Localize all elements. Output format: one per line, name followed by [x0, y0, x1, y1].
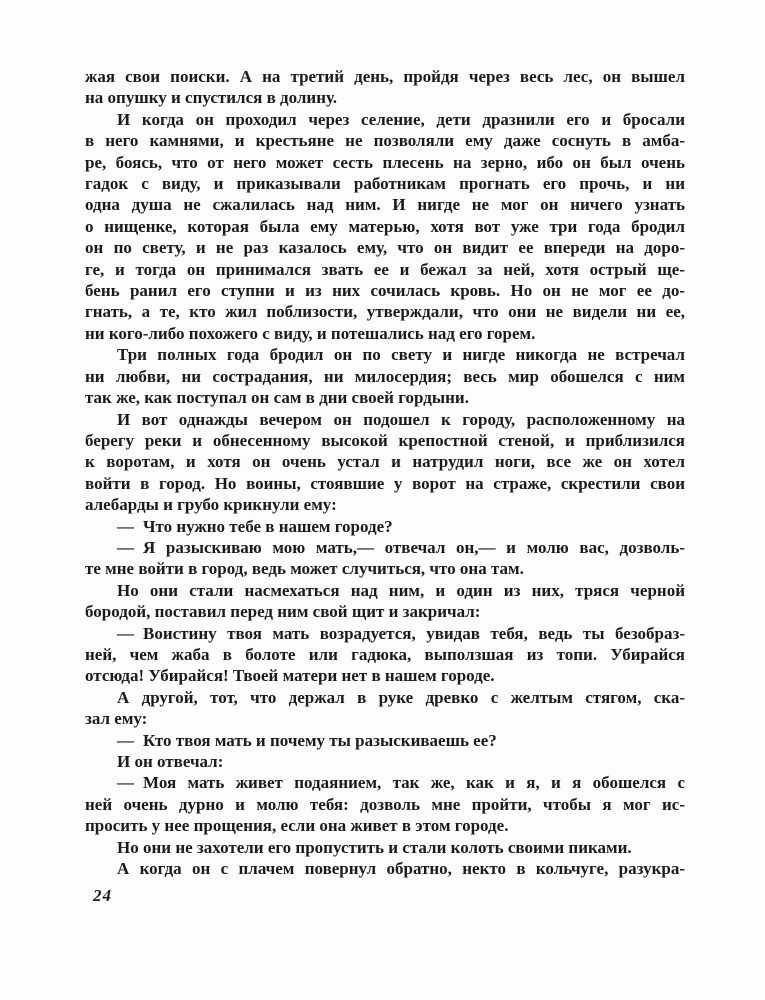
- paragraph: [85, 687, 685, 730]
- text-line: ре, боясь, что от него может сесть плесень на зерно, ибо он был очень: [85, 152, 685, 172]
- text-line: зал ему:: [85, 709, 148, 729]
- text-line: в него камнями, и крестьяне не позволяли ему даже соснуть в амба-: [85, 131, 685, 151]
- text-line: так же, как поступал он сам в дни своей гордыни.: [85, 388, 469, 408]
- dialogue-dash: —: [117, 516, 134, 536]
- text-line: — Кто твоя мать и почему ты разыскиваешь ее?: [117, 730, 497, 750]
- paragraph: [85, 409, 685, 516]
- paragraph: [85, 837, 685, 858]
- text-line: И вот однажды вечером он подошел к городу, расположенному на: [117, 409, 685, 429]
- text-line: А когда он с плачем повернул обратно, некто в кольчуге, разукра-: [117, 859, 685, 879]
- text-line: ней очень дурно и молю тебя: дозволь мне пройти, чтобы я мог ис-: [85, 794, 685, 814]
- text-line: жая свои поиски. А на третий день, пройдя через весь лес, он вышел: [85, 67, 685, 86]
- text-line: о нищенке, которая была ему матерью, хотя вот уже три года бродил: [85, 216, 685, 236]
- text-line: он по свету, и не раз казалось ему, что он видит ее впереди на доро-: [85, 238, 685, 258]
- text-line: ге, и тогда он принимался звать ее и бежал за ней, хотя острый ще-: [85, 259, 685, 279]
- paragraph: [85, 537, 685, 580]
- paragraph: [85, 344, 685, 408]
- text-line: бородой, поставил перед ним свой щит и закричал:: [85, 602, 481, 622]
- dialogue-dash: —: [117, 537, 134, 557]
- dialogue-dash: —: [117, 773, 134, 793]
- paragraph: [85, 109, 685, 344]
- text-line: просить у нее прощения, если она живет в этом городе.: [85, 816, 509, 836]
- text-line: бень ранил его ступни и из них сочилась кровь. Но он не мог ее до-: [85, 281, 685, 301]
- text-line: алебарды и грубо крикнули ему:: [85, 495, 337, 515]
- text-line: войти в город. Но воины, стоявшие у ворот на страже, скрестили свои: [85, 473, 685, 493]
- paragraph: [85, 772, 685, 836]
- text-line: И он отвечал:: [117, 752, 224, 771]
- text-line: те мне войти в город, ведь может случиться, что она там.: [85, 559, 524, 579]
- text-line: к воротам, и хотя он очень устал и натрудил ноги, все же он хотел: [85, 452, 685, 472]
- text-line: — Что нужно тебе в нашем городе?: [117, 516, 393, 536]
- text-line: А другой, тот, что держал в руке древко с желтым стягом, ска-: [117, 687, 685, 707]
- dialogue-dash: —: [117, 623, 134, 643]
- text-line: ней, чем жаба в болоте или гадюка, выползшая из топи. Убирайся: [85, 644, 685, 664]
- text-line: ни любви, ни сострадания, ни милосердия; весь мир обошелся с ним: [85, 366, 685, 386]
- page-text: [85, 66, 685, 879]
- paragraph: [85, 751, 685, 772]
- text-line: отсюда! Убирайся! Твоей матери нет в нашем городе.: [85, 666, 495, 686]
- text-line: одна душа не сжалилась над ним. И нигде не мог он ничего узнать: [85, 195, 685, 215]
- text-line: И когда он проходил через селение, дети дразнили его и бросали: [117, 109, 685, 129]
- text-line: — Воистину твоя мать возрадуется, увидав тебя, ведь ты безобраз-: [117, 623, 685, 643]
- text-line: Три полных года бродил он по свету и нигде никогда не встречал: [117, 345, 685, 365]
- text-line: — Я разыскиваю мою мать,— отвечал он,— и молю вас, дозволь-: [117, 537, 685, 557]
- text-line: — Моя мать живет подаянием, так же, как и я, и я обошелся с: [117, 773, 685, 793]
- text-line: берегу реки и обнесенному высокой крепостной стеной, и приблизился: [85, 430, 685, 450]
- text-line: Но они не захотели его пропустить и стали колоть своими пиками.: [117, 837, 632, 857]
- text-line: на опушку и спустился в долину.: [85, 88, 338, 108]
- text-line: гнать, а те, кто жил поблизости, утверждали, что они не видели ни ее,: [85, 302, 685, 322]
- paragraph: [85, 580, 685, 623]
- paragraph: [85, 66, 685, 109]
- text-line: гадок с виду, и приказывали работникам прогнать его прочь, и ни: [85, 174, 685, 194]
- dialogue-dash: —: [117, 730, 134, 750]
- paragraph: [85, 623, 685, 687]
- text-line: Но они стали насмехаться над ним, и один из них, тряся черной: [117, 580, 685, 600]
- paragraph: [85, 858, 685, 879]
- paragraph: [85, 516, 685, 537]
- page-number: 24: [93, 886, 112, 905]
- text-line: ни кого-либо похожего с виду, и потешались над его горем.: [85, 323, 536, 343]
- paragraph: [85, 730, 685, 751]
